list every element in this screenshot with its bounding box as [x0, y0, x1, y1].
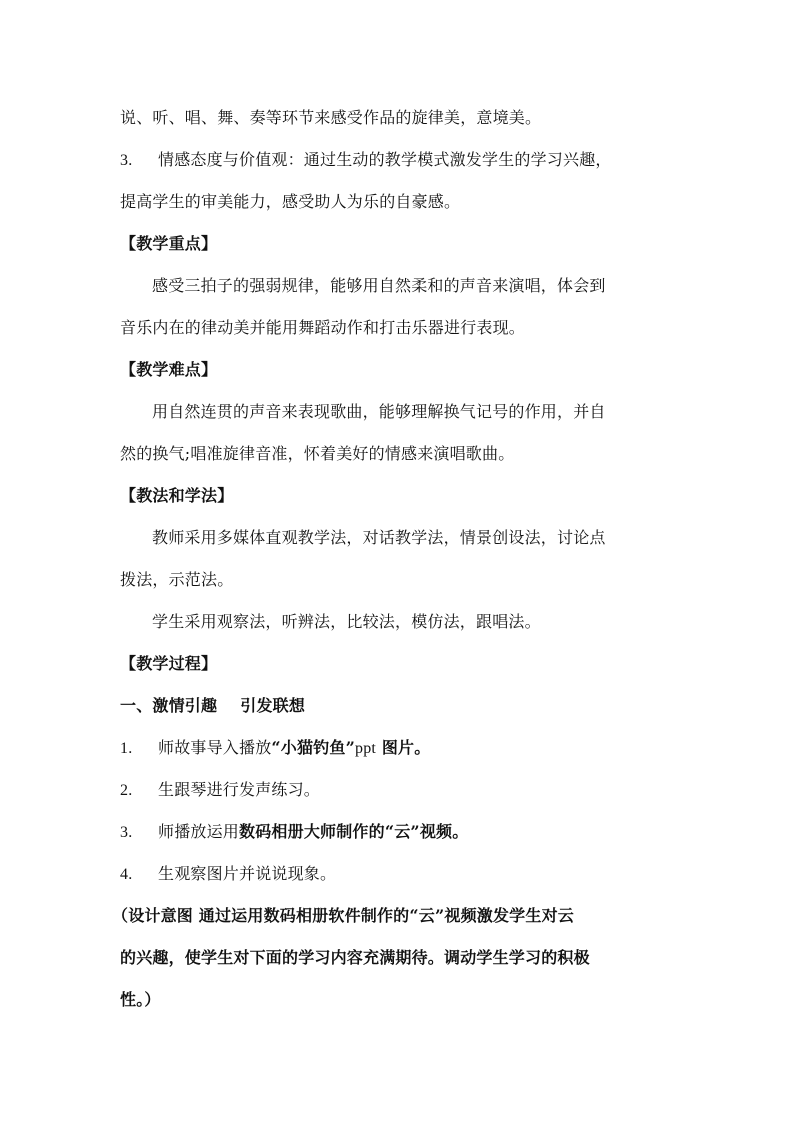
step-bold-text: “小猫钓鱼”: [271, 738, 356, 757]
process-step-3: [120, 814, 680, 856]
document-body: [112, 100, 680, 1024]
process-step-1: [120, 730, 680, 772]
process-step-4: [120, 856, 680, 898]
difficulties-line2: 然的换气;唱准旋律音准，怀着美好的情感来演唱歌曲。: [120, 444, 515, 463]
methods-student-line: 学生采用观察法，听辨法，比较法，模仿法，跟唱法。: [152, 612, 541, 631]
methods-teacher-line2: 拨法，示范法。: [120, 570, 234, 589]
step-number: 3.: [120, 824, 133, 841]
methods-teacher-line1: 教师采用多媒体直观教学法，对话教学法，情景创设法，讨论点: [152, 528, 606, 547]
step-text: 师播放运用: [158, 822, 240, 841]
goal-3-text: 情感态度与价值观：通过生动的教学模式激发学生的学习兴趣，: [158, 150, 612, 169]
key-points-heading: 【教学重点】: [120, 234, 218, 253]
design-intent-line3: 性。）: [120, 990, 161, 1009]
key-points-line2: 音乐内在的律动美并能用舞蹈动作和打击乐器进行表现。: [120, 318, 526, 337]
step-ppt: ppt: [355, 740, 377, 757]
step-number: 4.: [120, 866, 133, 883]
step-post: “云”视频。: [384, 822, 469, 841]
difficulties-line1: 用自然连贯的声音来表现歌曲，能够理解换气记号的作用，并自: [152, 402, 606, 421]
key-points-line1: 感受三拍子的强弱规律，能够用自然柔和的声音来演唱，体会到: [152, 276, 606, 295]
process-step-2: [120, 772, 680, 814]
step-post: 图片。: [376, 738, 431, 757]
step-number: 1.: [120, 740, 133, 757]
design-intent-line2: 的兴趣，使学生对下面的学习内容充满期待。调动学生学习的积极: [120, 948, 590, 967]
step-number: 2.: [120, 782, 133, 799]
goal-3-line2: 提高学生的审美能力，感受助人为乐的自豪感。: [120, 192, 461, 211]
step-text: 师故事导入播放: [158, 738, 272, 757]
difficulties-heading: 【教学难点】: [120, 360, 218, 379]
methods-heading: 【教法和学法】: [120, 486, 234, 505]
goal-3-number: 3.: [120, 152, 133, 169]
process-section-1: 一、激情引趣 引发联想: [120, 696, 306, 715]
goal-continuation: 说、听、唱、舞、奏等环节来感受作品的旋律美，意境美。: [120, 108, 542, 127]
step-text: 生观察图片并说说现象。: [158, 864, 337, 883]
step-bold-text: 数码相册大师制作的: [239, 822, 385, 841]
process-heading: 【教学过程】: [120, 654, 218, 673]
step-text: 生跟琴进行发声练习。: [158, 780, 321, 799]
goal-3-line1: [120, 142, 680, 184]
design-intent-line1: （设计意图 通过运用数码相册软件制作的“云”视频激发学生对云: [112, 906, 574, 925]
